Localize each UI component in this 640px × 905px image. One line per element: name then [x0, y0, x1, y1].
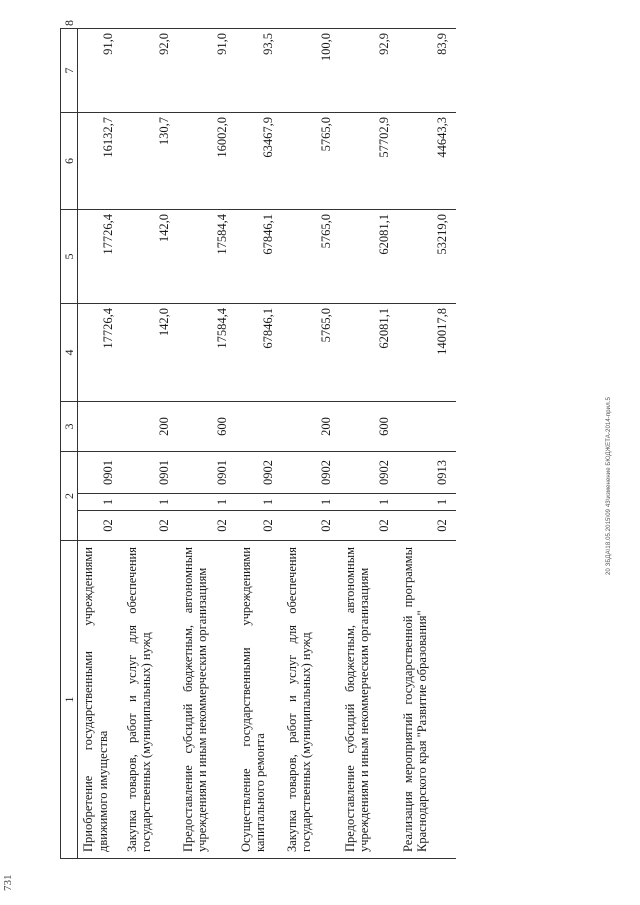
subsection-code-cell: 1 [340, 494, 398, 511]
section-code-cell: 02 [122, 511, 178, 541]
target-article-cell: 0902 [340, 451, 398, 493]
subsection-code-cell: 1 [78, 494, 122, 511]
row-name-cell: Реализация мероприятий государственной программы Краснодарского края "Развитие образования" [398, 541, 456, 859]
value-col-5-cell: 67846,1 [236, 303, 282, 401]
value-col-7-cell: 16132,7 [78, 112, 122, 209]
target-article-cell: 0902 [236, 451, 282, 493]
value-col-6-cell: 142,0 [122, 209, 178, 303]
section-code-cell: 02 [340, 511, 398, 541]
page-number: 731 [2, 874, 14, 891]
value-col-5-cell: 17726,4 [78, 303, 122, 401]
section-code-cell: 02 [398, 511, 456, 541]
expense-type-cell [398, 401, 456, 451]
value-col-5-cell: 17584,4 [178, 303, 236, 401]
table-row [78, 28, 122, 858]
expense-type-cell: 200 [282, 401, 340, 451]
value-col-6-cell: 17726,4 [78, 209, 122, 303]
value-col-6-cell: 62081,1 [340, 209, 398, 303]
value-col-7-cell: 44643,3 [398, 112, 456, 209]
header-col-3: 3 [61, 401, 78, 451]
value-col-6-cell: 67846,1 [236, 209, 282, 303]
expense-type-cell: 200 [122, 401, 178, 451]
value-col-6-cell: 5765,0 [282, 209, 340, 303]
value-col-7-cell: 130,7 [122, 112, 178, 209]
header-col-4: 4 [61, 303, 78, 401]
expense-type-cell [78, 401, 122, 451]
row-name-cell: Осуществление государственными учреждениями капитального ремонта [236, 541, 282, 859]
value-col-5-cell: 142,0 [122, 303, 178, 401]
percent-col-8-cell: 93,5 [236, 28, 282, 112]
value-col-7-cell: 5765,0 [282, 112, 340, 209]
header-col-6: 6 [61, 112, 78, 209]
value-col-5-cell: 5765,0 [282, 303, 340, 401]
footer-file-code: 20 ЗБДА\18.05.2015\09 43\изменение БЮДЖЕТА-2014-прил.5 [606, 397, 612, 575]
row-name-cell: Приобретение государственными учреждениями движимого имущества [78, 541, 122, 859]
table-row [178, 28, 236, 858]
percent-col-8-cell: 92,9 [340, 28, 398, 112]
budget-table [60, 19, 456, 859]
table-row [340, 28, 398, 858]
table-row [282, 28, 340, 858]
target-article-cell: 0901 [122, 451, 178, 493]
section-code-cell: 02 [78, 511, 122, 541]
header-col-1: 1 [61, 541, 78, 859]
value-col-5-cell: 140017,8 [398, 303, 456, 401]
section-code-cell: 02 [282, 511, 340, 541]
expense-type-cell: 600 [178, 401, 236, 451]
value-col-6-cell: 53219,0 [398, 209, 456, 303]
value-col-6-cell: 17584,4 [178, 209, 236, 303]
expense-type-cell: 600 [340, 401, 398, 451]
table-row [398, 28, 456, 858]
value-col-7-cell: 16002,0 [178, 112, 236, 209]
percent-col-8-cell: 100,0 [282, 28, 340, 112]
table-row [236, 28, 282, 858]
target-article-cell: 0902 [282, 451, 340, 493]
row-name-cell: Закупка товаров, работ и услуг для обеспечения государственных (муниципальных) нужд [122, 541, 178, 859]
subsection-code-cell: 1 [398, 494, 456, 511]
header-col-2: 2 [61, 451, 78, 540]
subsection-code-cell: 1 [122, 494, 178, 511]
header-col-7: 7 [61, 28, 78, 112]
value-col-7-cell: 57702,9 [340, 112, 398, 209]
table-header-row: 1 2 3 4 5 6 7 8 [61, 28, 78, 858]
section-code-cell: 02 [236, 511, 282, 541]
target-article-cell: 0901 [178, 451, 236, 493]
row-name-cell: Предоставление субсидий бюджетным, автономным учреждениям и иным некоммерческим организациям [340, 541, 398, 859]
percent-col-8-cell: 92,0 [122, 28, 178, 112]
target-article-cell: 0913 [398, 451, 456, 493]
percent-col-8-cell: 83,9 [398, 28, 456, 112]
percent-col-8-cell: 91,0 [78, 28, 122, 112]
row-name-cell: Предоставление субсидий бюджетным, автономным учреждениям и иным некоммерческим организациям [178, 541, 236, 859]
subsection-code-cell: 1 [282, 494, 340, 511]
expense-type-cell [236, 401, 282, 451]
row-name-cell: Закупка товаров, работ и услуг для обеспечения государственных (муниципальных) нужд [282, 541, 340, 859]
table-row [122, 28, 178, 858]
target-article-cell: 0901 [78, 451, 122, 493]
subsection-code-cell: 1 [178, 494, 236, 511]
value-col-5-cell: 62081,1 [340, 303, 398, 401]
header-col-5: 5 [61, 209, 78, 303]
section-code-cell: 02 [178, 511, 236, 541]
subsection-code-cell: 1 [236, 494, 282, 511]
value-col-7-cell: 63467,9 [236, 112, 282, 209]
percent-col-8-cell: 91,0 [178, 28, 236, 112]
